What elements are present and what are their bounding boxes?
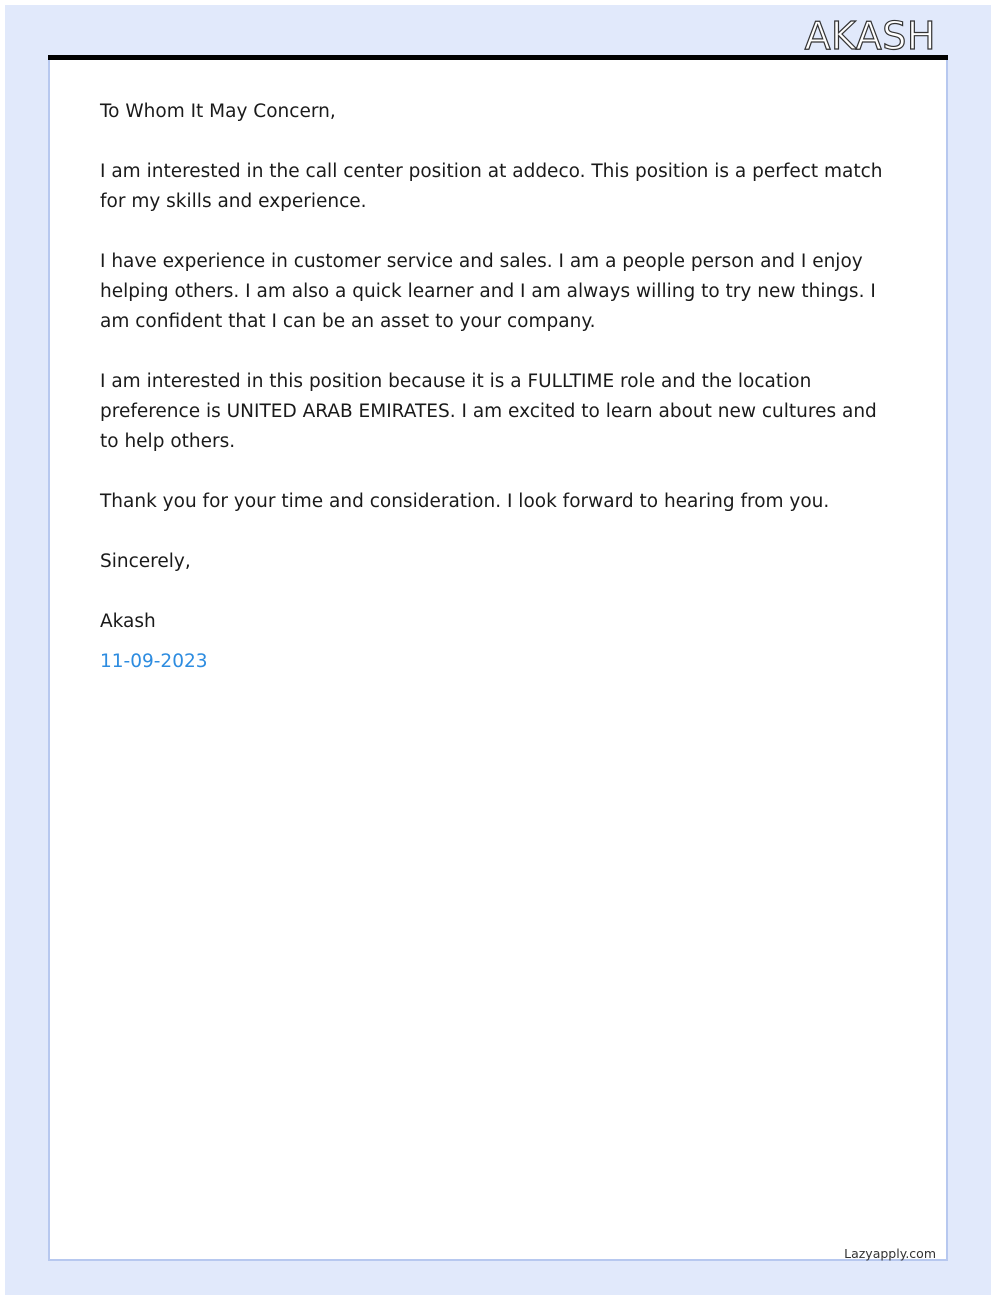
paragraph-2: I have experience in customer service and sales. I am a people person and I enjoy helping others. I am also a quick learner and I am always willing to try new things. I am confident that I can be an asset to your company. [100,251,876,332]
paragraph-1: I am interested in the call center position at addeco. This position is a perfect match for my skills and experience. [100,161,883,212]
paragraph-3: I am interested in this position because it is a FULLTIME role and the location preference is UNITED ARAB EMIRATES. I am excited to learn about new cultures and to help others. [100,371,877,452]
letter-date: 11-09-2023 [100,651,208,672]
closing: Sincerely, [100,551,191,572]
signature: Akash [100,611,156,632]
paragraph-4: Thank you for your time and consideration. I look forward to hearing from you. [100,491,830,512]
footer-credit: Lazyapply.com [844,1246,936,1261]
applicant-name-heading: AKASH [804,14,936,58]
salutation: To Whom It May Concern, [100,101,336,122]
cover-letter-body [100,97,900,677]
